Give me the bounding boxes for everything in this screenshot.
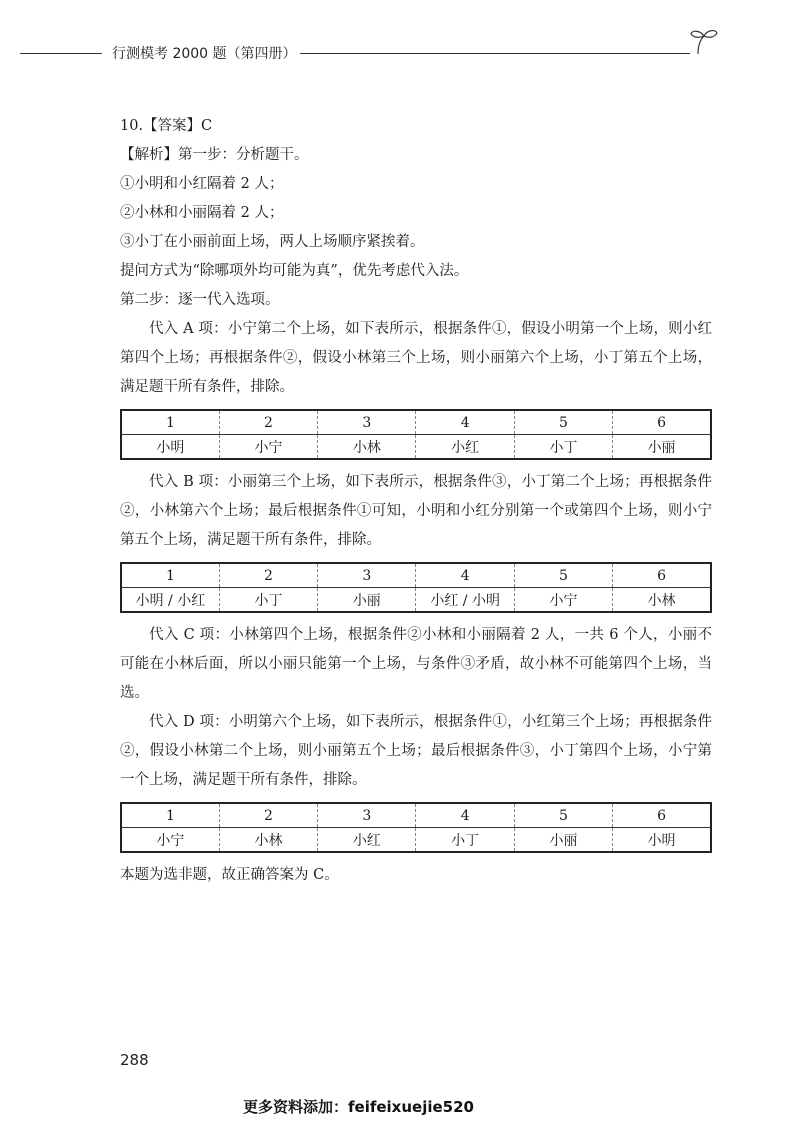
- page-number: 288: [120, 1051, 149, 1069]
- table-b-position: 4: [416, 563, 514, 588]
- table-a-person: 小宁: [219, 435, 317, 460]
- table-b-person: 小宁: [514, 588, 612, 613]
- table-d-person: 小红: [318, 828, 416, 853]
- table-b-position: 6: [613, 563, 711, 588]
- table-a-person: 小丁: [514, 435, 612, 460]
- table-b-position: 1: [121, 563, 219, 588]
- table-d-person: 小明: [613, 828, 711, 853]
- analysis-intro: 【解析】第一步：分析题干。: [120, 147, 309, 163]
- sprout-icon: [688, 28, 720, 56]
- table-a-person: 小红: [416, 435, 514, 460]
- table-d-person: 小宁: [121, 828, 219, 853]
- step-2: 第二步：逐一代入选项。: [120, 292, 280, 308]
- footer-contact-note: 更多资料添加：feifeixuejie520: [243, 1098, 474, 1116]
- table-a-position: 5: [514, 410, 612, 435]
- condition-1: ①小明和小红隔着 2 人；: [120, 176, 284, 192]
- answer-explanation: [120, 112, 712, 890]
- header-rule-left: [20, 53, 102, 54]
- option-a-analysis: 代入 A 项：小宁第二个上场，如下表所示，根据条件①，假设小明第一个上场，则小红第四个上场；再根据条件②，假设小林第三个上场，则小丽第六个上场，小丁第五个上场，满足题干所有条件，排除。: [120, 321, 712, 395]
- table-b-position: 2: [219, 563, 317, 588]
- table-d-person: 小丽: [514, 828, 612, 853]
- answer-line: 10.【答案】C: [120, 118, 213, 134]
- table-d-position: 4: [416, 803, 514, 828]
- conclusion: 本题为选非题，故正确答案为 C。: [120, 867, 339, 883]
- table-a-person: 小丽: [613, 435, 711, 460]
- table-d-position: 3: [318, 803, 416, 828]
- table-d-person: 小林: [219, 828, 317, 853]
- table-a-position: 2: [219, 410, 317, 435]
- table-b-person: 小明 / 小红: [121, 588, 219, 613]
- running-header-title: 行测模考 2000 题（第四册）: [112, 46, 297, 62]
- table-d-position: 1: [121, 803, 219, 828]
- table-a-position: 3: [318, 410, 416, 435]
- table-b-position: 5: [514, 563, 612, 588]
- table-b-person: 小丽: [318, 588, 416, 613]
- table-a-person: 小林: [318, 435, 416, 460]
- table-b-person: 小林: [613, 588, 711, 613]
- option-d-analysis: 代入 D 项：小明第六个上场，如下表所示，根据条件①，小红第三个上场；再根据条件②，假设小林第二个上场，则小丽第五个上场；最后根据条件③，小丁第四个上场，小宁第一个上场，满足题干所有条件，排除。: [120, 714, 712, 788]
- table-option-a: [120, 409, 712, 460]
- table-option-b: [120, 562, 712, 613]
- option-c-analysis: 代入 C 项：小林第四个上场，根据条件②小林和小丽隔着 2 人，一共 6 个人，小丽不可能在小林后面，所以小丽只能第一个上场，与条件③矛盾，故小林不可能第四个上场，当选。: [120, 627, 712, 701]
- table-a-person: 小明: [121, 435, 219, 460]
- condition-3: ③小丁在小丽前面上场，两人上场顺序紧挨着。: [120, 234, 425, 250]
- condition-2: ②小林和小丽隔着 2 人；: [120, 205, 284, 221]
- table-d-position: 5: [514, 803, 612, 828]
- table-a-position: 1: [121, 410, 219, 435]
- table-option-d: [120, 802, 712, 853]
- table-a-position: 4: [416, 410, 514, 435]
- table-d-position: 2: [219, 803, 317, 828]
- table-b-position: 3: [318, 563, 416, 588]
- method-note: 提问方式为“除哪项外均可能为真”，优先考虑代入法。: [120, 263, 469, 279]
- table-d-position: 6: [613, 803, 711, 828]
- table-b-person: 小红 / 小明: [416, 588, 514, 613]
- option-b-analysis: 代入 B 项：小丽第三个上场，如下表所示，根据条件③，小丁第二个上场；再根据条件②，小林第六个上场；最后根据条件①可知，小明和小红分别第一个或第四个上场，则小宁第五个上场，满足题干所有条件，排除。: [120, 474, 712, 548]
- table-b-person: 小丁: [219, 588, 317, 613]
- table-a-position: 6: [613, 410, 711, 435]
- header-rule-right: [300, 53, 690, 54]
- table-d-person: 小丁: [416, 828, 514, 853]
